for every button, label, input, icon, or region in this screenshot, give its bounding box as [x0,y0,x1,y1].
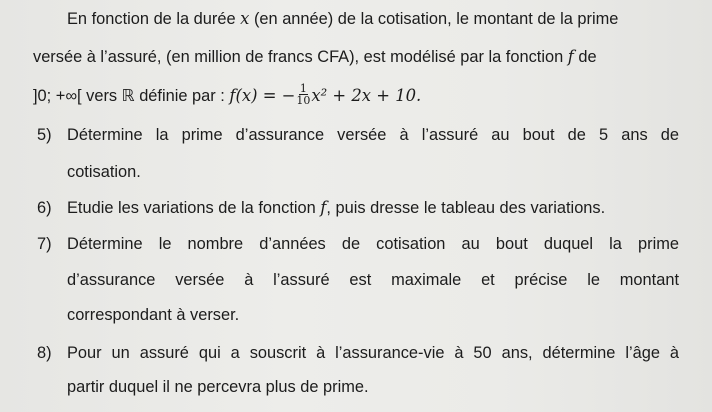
question-8-number: 8) [37,344,52,362]
question-7-line-3: correspondant à verser. [67,306,240,324]
fraction-numerator: 1 [299,82,307,95]
question-5-line-1: Détermine la prime d’assurance versée à l’assuré au bout de 5 ans de [67,126,679,144]
function-rhs: x² + 2x + 10. [311,85,422,105]
function-lhs: f(x) = − [229,85,296,105]
question-7-line-1: Détermine le nombre d’années de cotisation au bout duquel la prime [67,235,679,253]
fraction-denominator: 10 [296,94,311,107]
intro-line-1-text: En fonction de la durée x (en année) de la cotisation, le montant de la prime [67,9,619,28]
question-5-number: 5) [37,126,52,144]
fraction [296,83,310,106]
question-7-line-2: d’assurance versée à l’assuré est maximale et précise le montant [67,271,679,289]
question-6-number: 6) [37,199,52,217]
intro-line-2-text: versée à l’assuré, (en million de francs CFA), est modélisé par la fonction f de [33,47,597,66]
question-8-line-2: partir duquel il ne percevra plus de prime. [67,378,369,396]
question-8-line-1: Pour un assuré qui a souscrit à l’assurance-vie à 50 ans, détermine l’âge à [67,344,679,362]
question-5-line-2: cotisation. [67,163,141,181]
question-7-number: 7) [37,235,52,253]
domain-text: ]0; +∞[ vers ℝ définie par : [33,86,230,105]
intro-line-1 [67,9,679,29]
intro-line-2 [33,47,679,67]
question-6-line-1: Etudie les variations de la fonction f, puis dresse le tableau des variations. [67,198,606,217]
intro-line-3 [33,82,422,108]
